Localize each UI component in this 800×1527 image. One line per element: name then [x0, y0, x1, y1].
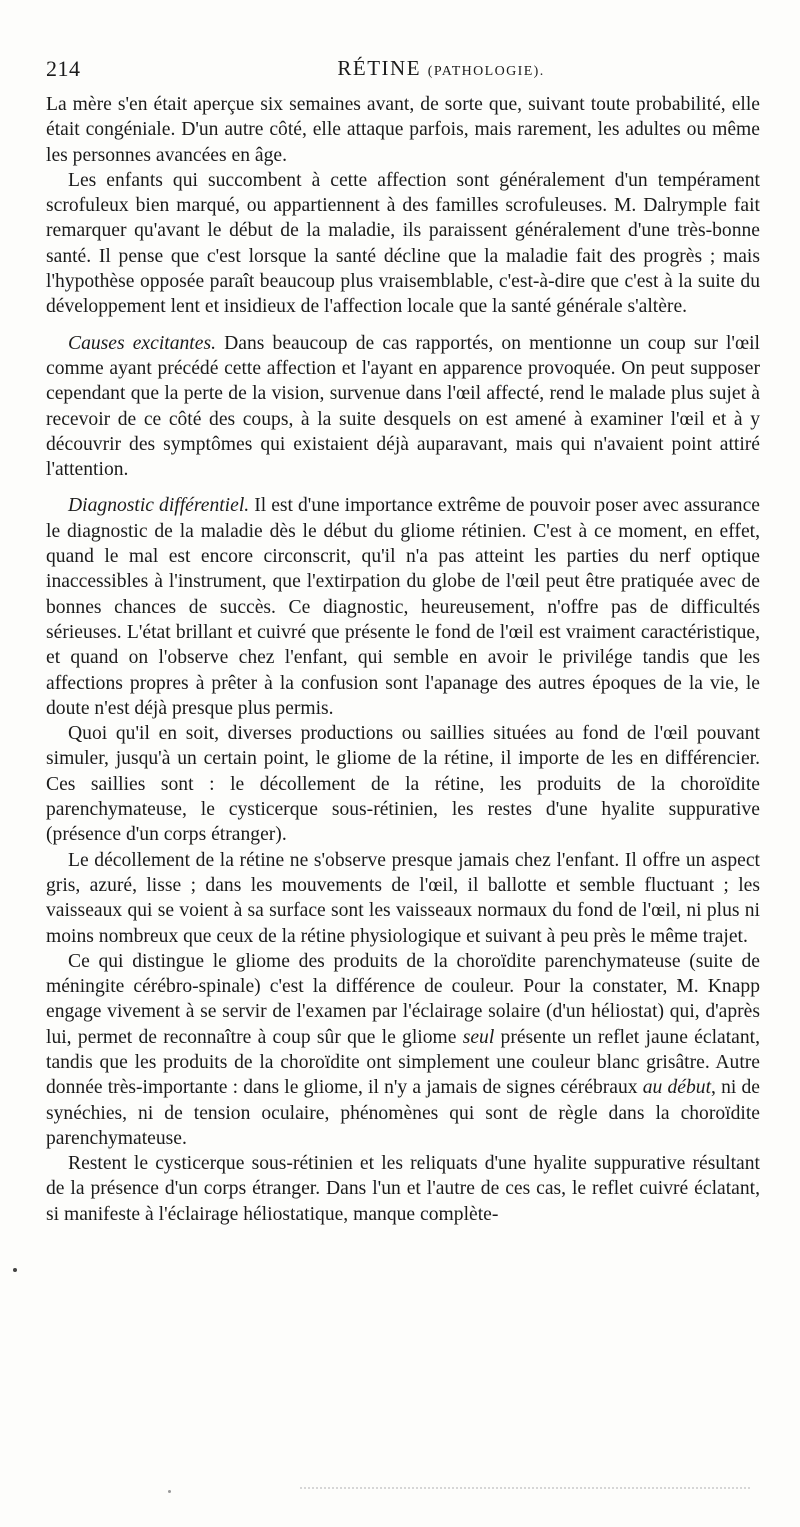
paragraph-1: [46, 92, 760, 168]
page-number: 214: [46, 56, 81, 81]
paragraph-causes-excitantes: [46, 331, 760, 483]
paragraph-2: [46, 168, 760, 320]
bleed-through-dot: [168, 1490, 171, 1493]
running-title-subtitle: (PATHOLOGIE).: [427, 64, 545, 79]
margin-speck: [13, 1268, 17, 1272]
emphasis-seul: seul: [462, 1026, 495, 1048]
section-heading-diagnostic-differentiel: Diagnostic différentiel.: [68, 495, 250, 517]
paragraph-8: [46, 1151, 760, 1227]
running-head: [46, 56, 752, 86]
paragraph-text: Il est d'une importance extrême de pouvoir poser avec assurance le diagnostic de la maladie dès le début du gliome rétinien. C'est à ce moment, en effet, quand le mal est encore circonscrit, qu'il n'a pas atteint les parties du nerf optique inaccessibles à l'instrument, que l'extirpation du globe de l'œil peut être pratiquée avec de bonnes chances de succès. Ce diagnostic, heureusement, n'offre pas de difficultés sérieuses. L'état brillant et cuivré que présente le fond de l'œil est vraiment caractéristique, et quand on l'observe chez l'enfant, qui semble en avoir le privilége tandis que les affections propres à prêter à la confusion sont l'apanage des autres époques de la vie, le doute n'est déjà presque plus permis.: [46, 495, 760, 719]
paragraph-text: Les enfants qui succombent à cette affection sont généralement d'un tempérament scrofuleux bien marqué, ou appartiennent à des familles scrofuleuses. M. Dalrymple fait remarquer qu'avant le début de la maladie, ils paraissent généralement d'une très-bonne santé. Il pense que c'est lorsque la santé décline que la maladie fait des progrès ; mais l'hypothèse opposée paraît beaucoup plus vraisemblable, c'est-à-dire que c'est à la suite du développement lent et insidieux de l'affection locale que la santé générale s'altère.: [46, 169, 760, 318]
paragraph-text: Dans beaucoup de cas rapportés, on mentionne un coup sur l'œil comme ayant précédé cette affection et l'ayant en apparence provoquée. On peut supposer cependant que la perte de la vision, survenue dans l'œil affecté, rend le malade plus sujet à recevoir de ce côté des coups, à la suite desquels on est amené à examiner l'œil et à y découvrir des symptômes qui existaient déjà auparavant, mais qui n'avaient point attiré l'attention.: [46, 332, 760, 481]
bleed-through-line: [300, 1487, 750, 1497]
body-text: [46, 92, 760, 1227]
paragraph-7: [46, 949, 760, 1151]
paragraph-text-part: Ce qui distingue le gliome des produits de la choroïdite parenchymateuse (suite de méningite cérébro-spinale) c'est la différence de couleur. Pour la constater, M. Knapp engage vivement à se servir de l'examen par l'éclairage solaire (d'un héliostat) qui, d'après lui, permet de reconnaître à coup sûr que le gliome: [46, 950, 760, 1048]
paragraph-text: Quoi qu'il en soit, diverses productions ou saillies situées au fond de l'œil pouvant simuler, jusqu'à un certain point, le gliome de la rétine, il importe de les en différencier. Ces saillies sont : le décollement de la rétine, les produits de la choroïdite parenchymateuse, le cysticerque sous-rétinien, les restes d'une hyalite suppurative (présence d'un corps étranger).: [46, 723, 760, 846]
paragraph-text: Le décollement de la rétine ne s'observe presque jamais chez l'enfant. Il offre un aspect gris, azuré, lisse ; dans les mouvements de l'œil, il ballotte et semble fluctuant ; les vaisseaux qui se voient à sa surface sont les vaisseaux normaux du fond de l'œil, ni plus ni moins nombreux que ceux de la rétine physiologique et suivant à peu près le même trajet.: [46, 849, 760, 947]
paragraph-text-part: présente un reflet jaune éclatant, tandis que les produits de la choroïdite ont simplement une couleur blanc grisâtre. Autre donnée très-importante : dans le gliome, il n'y a jamais de signes cérébraux: [46, 1026, 760, 1099]
paragraph-6: [46, 848, 760, 949]
running-title: [276, 56, 606, 81]
paragraph-text: La mère s'en était aperçue six semaines avant, de sorte que, suivant toute probabilité, elle était congéniale. D'un autre côté, elle attaque parfois, mais rarement, les adultes ou même les personnes avancées en âge.: [46, 94, 760, 166]
paragraph-5: [46, 721, 760, 847]
running-title-main: RÉTINE: [337, 56, 422, 80]
section-heading-causes-excitantes: Causes excitantes.: [68, 332, 216, 354]
paragraph-text-part: , ni de synéchies, ni de tension oculaire, phénomènes qui sont de règle dans la choroïdite parenchymateuse.: [46, 1077, 760, 1149]
paragraph-diagnostic-differentiel: [46, 493, 760, 721]
emphasis-au-debut: au début: [642, 1077, 712, 1099]
paragraph-text: Restent le cysticerque sous-rétinien et les reliquats d'une hyalite suppurative résultant de la présence d'un corps étranger. Dans l'un et l'autre de ces cas, le reflet cuivré éclatant, si manifeste à l'éclairage héliostatique, manque complète-: [46, 1153, 760, 1225]
